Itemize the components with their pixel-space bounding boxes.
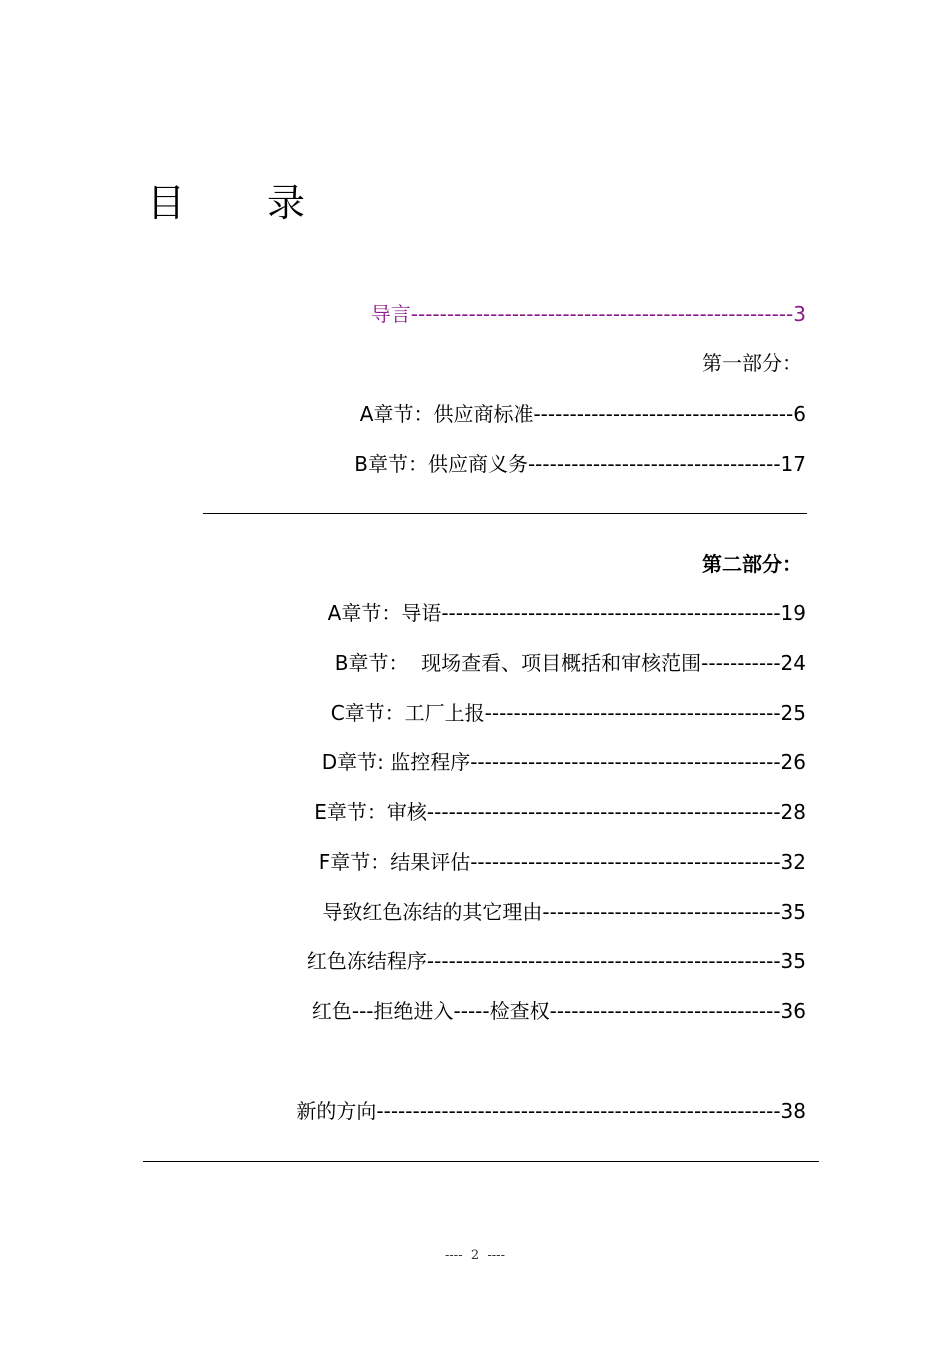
- bottom-divider: [143, 1161, 819, 1162]
- toc-entry-label: 红色冻结程序: [306, 949, 427, 973]
- toc-leader: ---------------------------------: [542, 900, 781, 924]
- toc-entry-label: 导致红色冻结的其它理由: [322, 900, 543, 924]
- toc-entry[interactable]: [314, 798, 806, 826]
- toc-page-number: 6: [793, 402, 806, 426]
- toc-leader: -----------------------------------------: [484, 701, 781, 725]
- toc-leader: -------------------------------------------------: [426, 800, 781, 824]
- toc-entry-label: B章节：供应商义务: [354, 452, 528, 476]
- toc-page-number: 32: [780, 850, 806, 874]
- toc-entry[interactable]: [307, 947, 806, 975]
- toc-page-number: 35: [780, 949, 806, 973]
- toc-leader: -----------------------------------------------: [441, 601, 781, 625]
- toc-leader: -------------------------------------------: [470, 850, 781, 874]
- toc-entry-label: E章节：审核: [314, 800, 427, 824]
- toc-entry-label: C章节：工厂上报: [330, 701, 485, 725]
- toc-entry-label: D章节: 监控程序: [321, 750, 471, 774]
- page-number-footer: ---- 2 ----: [445, 1248, 505, 1263]
- toc-entry-label: 新的方向: [296, 1099, 377, 1123]
- toc-entry[interactable]: [360, 400, 806, 428]
- title-char-2: 录: [267, 181, 306, 225]
- toc-leader: -----------: [701, 651, 781, 675]
- toc-entry-label: A章节：供应商标准: [359, 402, 534, 426]
- toc-entry[interactable]: [328, 599, 806, 627]
- page-title: [147, 178, 305, 228]
- toc-entry[interactable]: [331, 699, 806, 727]
- toc-entry[interactable]: [312, 997, 806, 1025]
- toc-leader: -----------------------------------------------------: [410, 302, 794, 326]
- toc-entry[interactable]: [335, 649, 806, 677]
- toc-entry[interactable]: [322, 748, 806, 776]
- toc-leader: ------------------------------------: [533, 402, 794, 426]
- toc-page-number: 17: [780, 452, 806, 476]
- toc-page-number: 24: [780, 651, 806, 675]
- toc-leader: --------------------------------: [549, 999, 781, 1023]
- part2-heading: 第二部分：: [702, 552, 802, 576]
- toc-entry-label: 导言: [370, 302, 411, 326]
- toc-page-number: 35: [780, 900, 806, 924]
- toc-page-number: 36: [780, 999, 806, 1023]
- part1-heading: 第一部分：: [702, 351, 802, 375]
- toc-entry-label: F章节：结果评估: [318, 850, 471, 874]
- toc-leader: -------------------------------------------: [470, 750, 781, 774]
- toc-entry-label: A章节：导语: [327, 601, 442, 625]
- toc-page-number: 25: [780, 701, 806, 725]
- toc-entry[interactable]: [322, 898, 806, 926]
- toc-entry-intro[interactable]: [371, 300, 806, 328]
- toc-entry[interactable]: [319, 848, 806, 876]
- toc-page-number: 28: [780, 800, 806, 824]
- section-divider: [203, 513, 807, 514]
- toc-page-number: 19: [780, 601, 806, 625]
- title-char-1: 目: [147, 181, 186, 225]
- toc-page-number: 3: [793, 302, 806, 326]
- toc-entry-label: 红色---拒绝进入-----检查权: [311, 999, 550, 1023]
- toc-entry-label: B章节： 现场查看、项目概括和审核范围: [334, 651, 702, 675]
- toc-page-number: 26: [780, 750, 806, 774]
- toc-leader: -------------------------------------------------: [426, 949, 781, 973]
- toc-entry-new-direction[interactable]: [296, 1097, 806, 1125]
- toc-page-number: 38: [780, 1099, 806, 1123]
- toc-entry[interactable]: [354, 450, 806, 478]
- toc-leader: -----------------------------------: [527, 452, 781, 476]
- toc-leader: --------------------------------------------------------: [376, 1099, 781, 1123]
